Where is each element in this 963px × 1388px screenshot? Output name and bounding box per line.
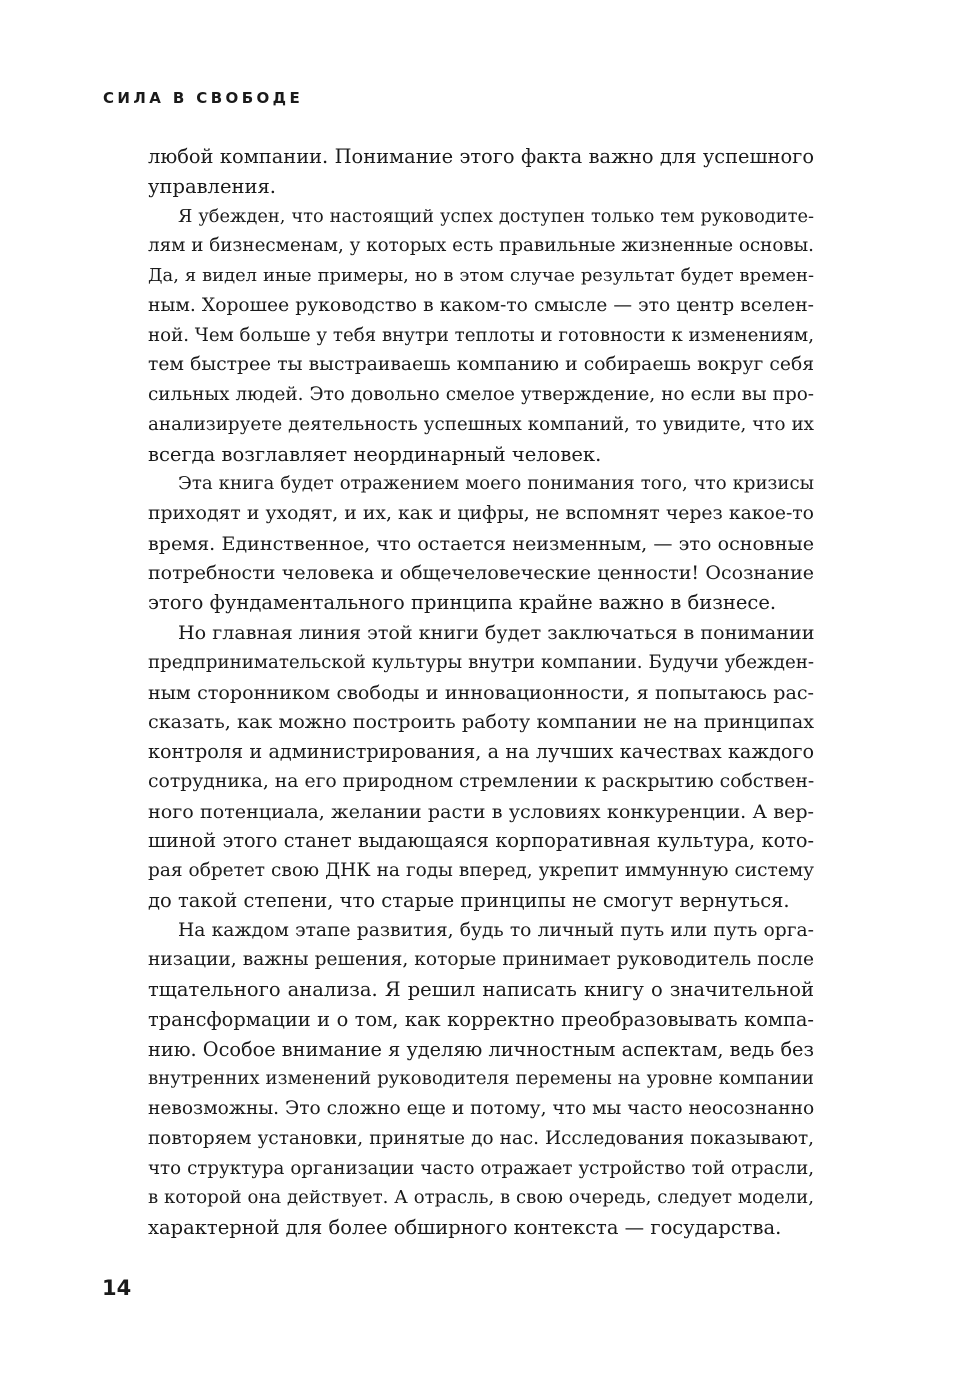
text-line: сотрудника, на его природном стремлении к раскрытию собствен-	[148, 770, 814, 792]
text-line: тем быстрее ты выстраиваешь компанию и собираешь вокруг себя	[148, 354, 814, 376]
text-line: всегда возглавляет неординарный человек.	[148, 442, 602, 466]
text-line: рая обретет свою ДНК на годы вперед, укрепит иммунную систему	[148, 860, 814, 881]
text-line: трансформации и о том, как корректно преобразовывать компа-	[148, 1007, 814, 1031]
text-line: Да, я видел иные примеры, но в этом случае результат будет времен-	[148, 265, 814, 286]
text-line: приходят и уходят, и их, как и цифры, не вспомнят через какое-то	[148, 503, 814, 524]
text-line: сильных людей. Это довольно смелое утверждение, но если вы про-	[148, 384, 814, 405]
text-line: управления.	[148, 174, 276, 198]
body-text	[148, 142, 814, 1243]
text-line: этого фундаментального принципа крайне важно в бизнесе.	[148, 591, 777, 615]
text-line: сказать, как можно построить работу компании не на принципах	[148, 710, 814, 734]
text-line: повторяем установки, принятые до нас. Исследования показывают,	[148, 1127, 814, 1149]
text-line: потребности человека и общечеловеческие ценности! Осознание	[148, 561, 814, 584]
text-line: шиной этого станет выдающаяся корпоративная культура, кото-	[148, 829, 814, 853]
text-line: На каждом этапе развития, будь то личный путь или путь орга-	[178, 919, 814, 941]
text-line: нию. Особое внимание я уделяю личностным аспектам, ведь без	[148, 1037, 814, 1061]
paragraph	[148, 142, 814, 202]
text-line: что структура организации часто отражает устройство той отрасли,	[148, 1157, 814, 1179]
text-line: Эта книга будет отражением моего понимания того, что кризисы	[178, 473, 814, 495]
paragraph	[148, 469, 814, 618]
text-line: в которой она действует. А отрасль, в свою очередь, следует модели,	[148, 1187, 814, 1209]
text-line: ного потенциала, желании расти в условиях конкуренции. А вер-	[148, 799, 814, 823]
text-line: ной. Чем больше у тебя внутри теплоты и готовности к изменениям,	[148, 324, 814, 346]
text-line: любой компании. Понимание этого факта важно для успешного	[148, 145, 814, 168]
text-line: анализируете деятельность успешных компаний, то увидите, что их	[148, 413, 814, 435]
text-line: контроля и администрирования, а на лучших качествах каждого	[148, 740, 814, 763]
text-line: внутренних изменений руководителя перемены на уровне компании	[148, 1068, 814, 1090]
text-line: до такой степени, что старые принципы не смогут вернуться.	[148, 888, 790, 912]
text-line: тщательного анализа. Я решил написать книгу о значительной	[148, 978, 814, 1001]
paragraph	[148, 618, 814, 916]
text-line: предпринимательской культуры внутри компании. Будучи убежден-	[148, 651, 814, 673]
text-line: время. Единственное, что остается неизменным, — это основные	[148, 531, 814, 555]
paragraph	[148, 916, 814, 1243]
text-line: характерной для более обширного контекста — государства.	[148, 1216, 782, 1239]
text-line: невозможны. Это сложно еще и потому, что мы часто неосознанно	[148, 1098, 814, 1119]
text-line: ным сторонником свободы и инновационности, я попытаюсь рас-	[148, 680, 814, 704]
text-line: Но главная линия этой книги будет заключаться в понимании	[178, 621, 814, 644]
text-line: ным. Хорошее руководство в каком-то смысле — это центр вселен-	[148, 294, 814, 316]
text-line: Я убежден, что настоящий успех доступен только тем руководите-	[178, 205, 814, 227]
text-line: лям и бизнесменам, у которых есть правильные жизненные основы.	[148, 235, 814, 257]
text-line: низации, важны решения, которые принимает руководитель после	[148, 949, 814, 971]
running-head: СИЛА В СВОБОДЕ	[103, 89, 304, 107]
page-number: 14	[102, 1276, 132, 1300]
paragraph	[148, 202, 814, 470]
